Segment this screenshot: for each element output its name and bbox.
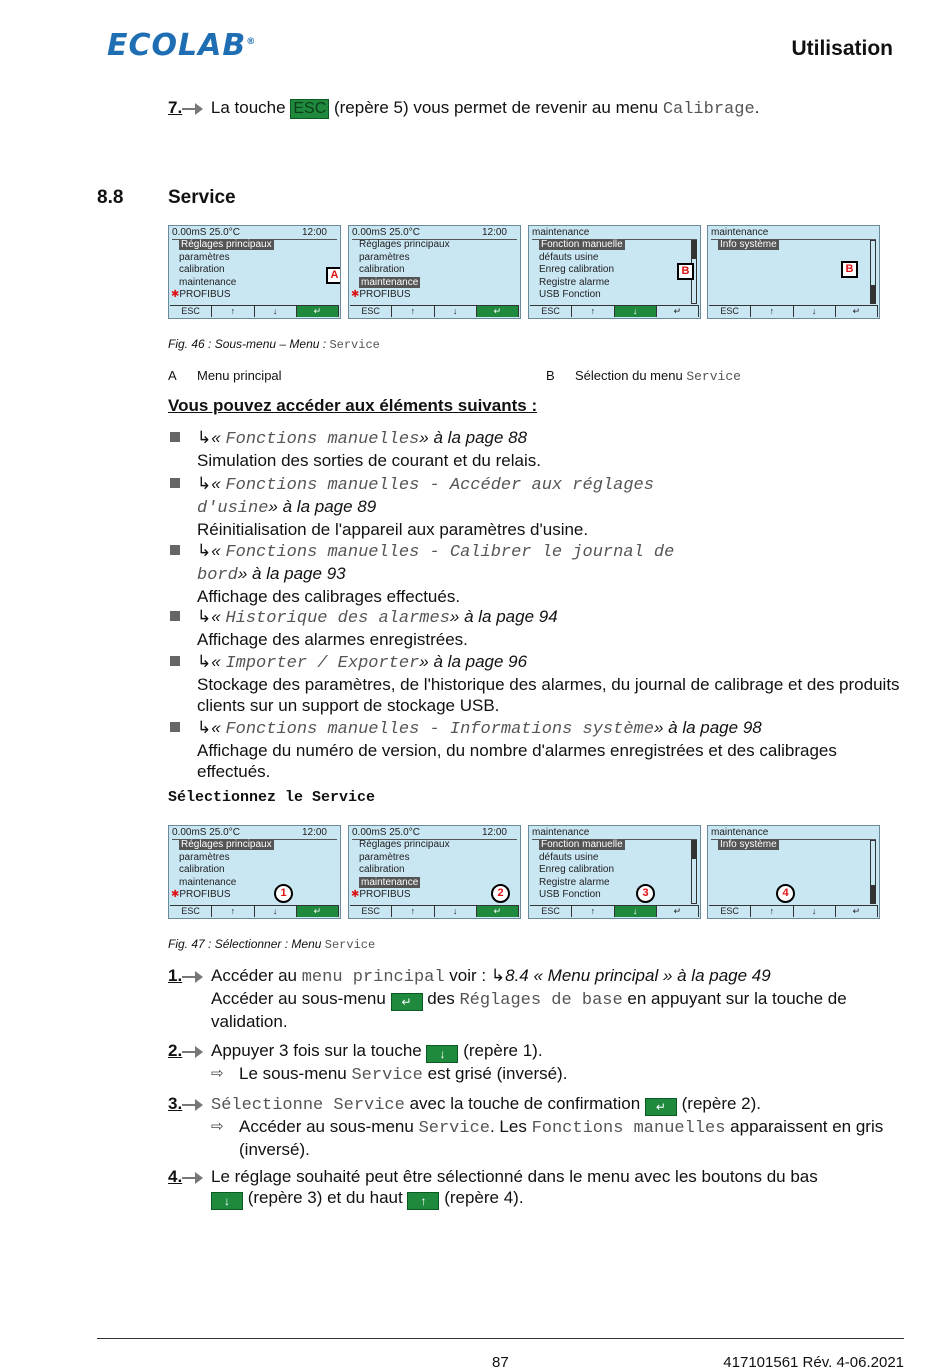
figure-caption: Fig. 47 : Sélectionner : Menu Service [168,937,376,952]
link[interactable]: Fonctions manuelles - Informations système [225,720,654,739]
bullet-icon [170,432,180,442]
step-number: 1. [168,966,183,985]
section-label: Utilisation [791,37,893,60]
step-text: (repère 5) vous permet de revenir au menu [333,98,659,117]
step-arrow-icon [182,99,204,113]
legend-a-text: Menu principal [197,368,282,383]
lcd-screen-main: 0.00mS 25.0°C 12:00 Réglages principaux paramètres calibration maintenance ✱PROFIBUS ESC ↑ ↓ ↵ 1 [168,825,341,919]
legend-a: A [168,368,177,383]
lcd-screen-maintenance: maintenance Fonction manuelle défauts usine Enreg calibration Registre alarme USB Fonction ESC ↑ ↓ ↵ 3 [528,825,701,919]
marker-3: 3 [636,884,655,903]
step-4: 4. Le réglage souhaité peut être sélectionné dans le menu avec les boutons du bas ↓ (repère 3) et du haut ↑ (repère 4). [168,1167,818,1208]
down-key-icon: ↓ [211,1192,243,1210]
link[interactable]: Historique des alarmes [225,609,450,628]
marker-b: B [677,263,694,280]
enter-key-icon: ↵ [645,1098,677,1116]
list-item: ↳« Historique des alarmes» à la page 94 Affichage des alarmes enregistrées. [197,607,558,649]
lcd-screen-main-maintenance: 0.00mS 25.0°C 12:00 Réglages principaux paramètres calibration maintenance ✱PROFIBUS ESC ↑ ↓ ↵ [348,225,521,319]
list-item: ↳« Fonctions manuelles - Calibrer le journal de bord» à la page 93 Affichage des calibrages effectués. [197,541,675,606]
link[interactable]: Importer / Exporter [225,654,420,673]
lcd-screen-maintenance: maintenance Fonction manuelle défauts usine Enreg calibration Registre alarme USB Fonction ESC ↑ ↓ ↵ B [528,225,701,319]
list-item: ↳« Fonctions manuelles - Accéder aux réglages d'usine» à la page 89 Réinitialisation de l'appareil aux paramètres d'usine. [197,474,654,539]
legend-b: B [546,368,555,383]
section-number: 8.8 [97,187,124,208]
step-text: La touche [210,98,286,117]
down-key-icon: ↓ [426,1045,458,1063]
select-heading: Sélectionnez le Service [168,789,376,806]
footer-divider [97,1338,904,1339]
list-item: ↳« Fonctions manuelles - Informations système» à la page 98 Affichage du numéro de version, du nombre d'alarmes enregistrées et des calibrages effectués. [197,718,837,781]
bullet-icon [170,722,180,732]
step-3: 3. Sélectionne Service avec la touche de confirmation ↵ (repère 2). ⇨ Accéder au sous-menu Service. Les Fonctions manuelles apparaissent en gris (inversé). [168,1093,908,1114]
bullet-icon [170,611,180,621]
step-1: 1. Accéder au menu principal voir : ↳8.4 « Menu principal » à la page 49 Accéder au sous-menu ↵ des Réglages de base en appuyant sur la touche de validation. [168,966,847,1031]
marker-4: 4 [776,884,795,903]
legend-b-text: Sélection du menu Service [575,368,741,384]
lcd-screen-main: 0.00mS 25.0°C 12:00 Réglages principaux paramètres calibration maintenance ✱PROFIBUS ESC ↑ ↓ ↵ A [168,225,341,319]
link[interactable]: 8.4 « Menu principal » à la page 49 [505,966,771,985]
enter-key-icon: ↵ [391,993,423,1011]
link[interactable]: Fonctions manuelles [225,430,420,449]
menu-name: Calibrage [662,100,755,119]
page-number: 87 [492,1354,509,1371]
marker-1: 1 [274,884,293,903]
esc-key: ESC [290,99,329,119]
marker-2: 2 [491,884,510,903]
ecolab-logo: ECOLAB® [107,28,257,63]
step-number: 4. [168,1167,183,1186]
lcd-screen-main-maintenance: 0.00mS 25.0°C 12:00 Réglages principaux paramètres calibration maintenance ✱PROFIBUS ESC ↑ ↓ ↵ 2 [348,825,521,919]
up-key-icon: ↑ [407,1192,439,1210]
step-2: 2. Appuyer 3 fois sur la touche ↓ (repère 1). ⇨ Le sous-menu Service est grisé (inversé). [168,1040,908,1061]
figure-caption: Fig. 46 : Sous-menu – Menu : Service [168,337,380,352]
step-arrow-icon [182,967,204,981]
step-number: 7. [168,98,183,117]
bullet-icon [170,478,180,488]
list-item: ↳« Importer / Exporter» à la page 96 Stockage des paramètres, de l'historique des alarmes, du journal de calibrage et des produits clients sur un support de stockage USB. [197,652,900,715]
step-result: ⇨ Le sous-menu Service est grisé (inversé). [211,1063,906,1086]
step-result: ⇨ Accéder au sous-menu Service. Les Fonctions manuelles apparaissent en gris (inversé). [211,1116,906,1160]
bullet-icon [170,656,180,666]
marker-a: A [326,267,341,284]
step-arrow-icon [182,1042,204,1056]
document-id: 417101561 Rév. 4-06.2021 [723,1354,904,1371]
step-7: 7. La touche ESC (repère 5) vous permet de revenir au menu Calibrage. [168,98,760,119]
bullet-icon [170,545,180,555]
step-number: 2. [168,1041,183,1060]
lcd-screen-info: maintenance Info système ESC ↑ ↓ ↵ 4 [707,825,880,919]
lcd-screen-info: maintenance Info système ESC ↑ ↓ ↵ B [707,225,880,319]
access-heading: Vous pouvez accéder aux éléments suivants : [168,396,538,415]
step-arrow-icon [182,1095,204,1109]
section-title: Service [168,187,236,208]
step-number: 3. [168,1094,183,1113]
link[interactable]: Fonctions manuelles - Calibrer le journal de [225,543,675,562]
step-arrow-icon [182,1168,204,1182]
list-item: ↳« Fonctions manuelles» à la page 88 Simulation des sorties de courant et du relais. [197,428,541,470]
marker-b: B [841,261,858,278]
link[interactable]: Fonctions manuelles - Accéder aux réglages [225,476,654,495]
